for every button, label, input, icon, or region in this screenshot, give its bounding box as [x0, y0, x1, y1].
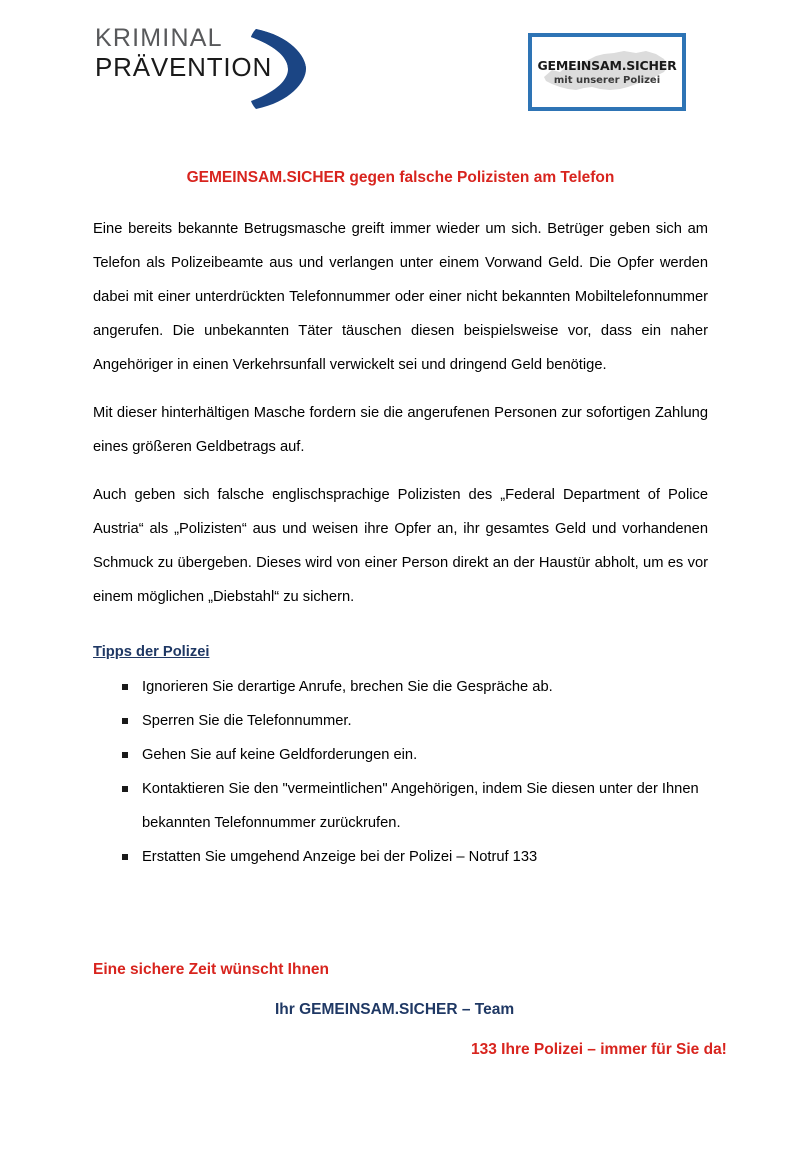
blue-arc-icon — [250, 26, 312, 112]
body-paragraph: Auch geben sich falsche englischsprachige Polizisten des „Federal Department of Police Austria“ als „Polizisten“ aus und weisen ihre Opfer an, ihr gesamtes Geld und vorhandenen Schmuck zu übergeben. Dieses wird von einer Person direkt an der Haustür abholt, um es vor einem möglichen „Diebstahl“ zu sichern. — [93, 487, 708, 605]
logo-kriminalpraevention-line2: PRÄVENTION — [95, 52, 273, 82]
tips-heading: Tipps der Polizei — [93, 644, 210, 660]
list-item-label: Kontaktieren Sie den "vermeintlichen" Angehörigen, indem Sie diesen unter der Ihnen bekannten Telefonnummer zurückrufen. — [142, 781, 699, 831]
list-item — [93, 772, 708, 840]
list-item — [93, 670, 708, 704]
list-item-label: Gehen Sie auf keine Geldforderungen ein. — [142, 747, 418, 763]
list-item-label: Ignorieren Sie derartige Anrufe, brechen Sie die Gespräche ab. — [142, 679, 553, 695]
square-bullet-icon — [122, 752, 128, 758]
list-item-label: Sperren Sie die Telefonnummer. — [142, 713, 352, 729]
square-bullet-icon — [122, 854, 128, 860]
body-paragraph: Eine bereits bekannte Betrugsmasche greift immer wieder um sich. Betrüger geben sich am Telefon als Polizeibeamte aus und verlangen unter einem Vorwand Geld. Die Opfer werden dabei mit einer unterdrückten Telefonnummer oder einer nicht bekannten Mobiltelefonnummer angerufen. Die unbekannten Täter täuschen diesen beispielsweise vor, dass ein naher Angehöriger in einen Verkehrsunfall verwickelt sei und dringend Geld benötige. — [93, 221, 708, 373]
closing-line-team: Ihr GEMEINSAM.SICHER – Team — [275, 1001, 515, 1018]
document-body — [93, 166, 727, 1070]
closing-block — [93, 950, 727, 1070]
list-item-label: Erstatten Sie umgehend Anzeige bei der Polizei – Notruf 133 — [142, 849, 538, 865]
body-paragraph: Mit dieser hinterhältigen Masche fordern sie die angerufenen Personen zur sofortigen Zahlung eines größeren Geldbetrags auf. — [93, 405, 708, 455]
tips-list — [93, 670, 708, 874]
list-item — [93, 738, 708, 772]
square-bullet-icon — [122, 684, 128, 690]
tips-heading-wrapper — [93, 628, 708, 670]
list-item — [93, 840, 708, 874]
closing-line-wish: Eine sichere Zeit wünscht Ihnen — [93, 961, 329, 978]
document-header — [0, 0, 800, 140]
logo-gemeinsam-sicher-text — [532, 37, 682, 107]
logo-kriminalpraevention-line1: KRIMINAL — [95, 24, 223, 52]
logo-gemeinsam-sicher-subtitle: mit unserer Polizei — [553, 75, 661, 86]
list-item — [93, 704, 708, 738]
closing-line-emergency: 133 Ihre Polizei – immer für Sie da! — [471, 1041, 727, 1058]
logo-gemeinsam-sicher — [528, 33, 686, 111]
logo-kriminalpraevention — [95, 24, 295, 114]
square-bullet-icon — [122, 786, 128, 792]
logo-gemeinsam-sicher-title: GEMEINSAM.SICHER — [537, 58, 677, 73]
page-title: GEMEINSAM.SICHER gegen falsche Polizisten am Telefon — [186, 169, 615, 186]
square-bullet-icon — [122, 718, 128, 724]
